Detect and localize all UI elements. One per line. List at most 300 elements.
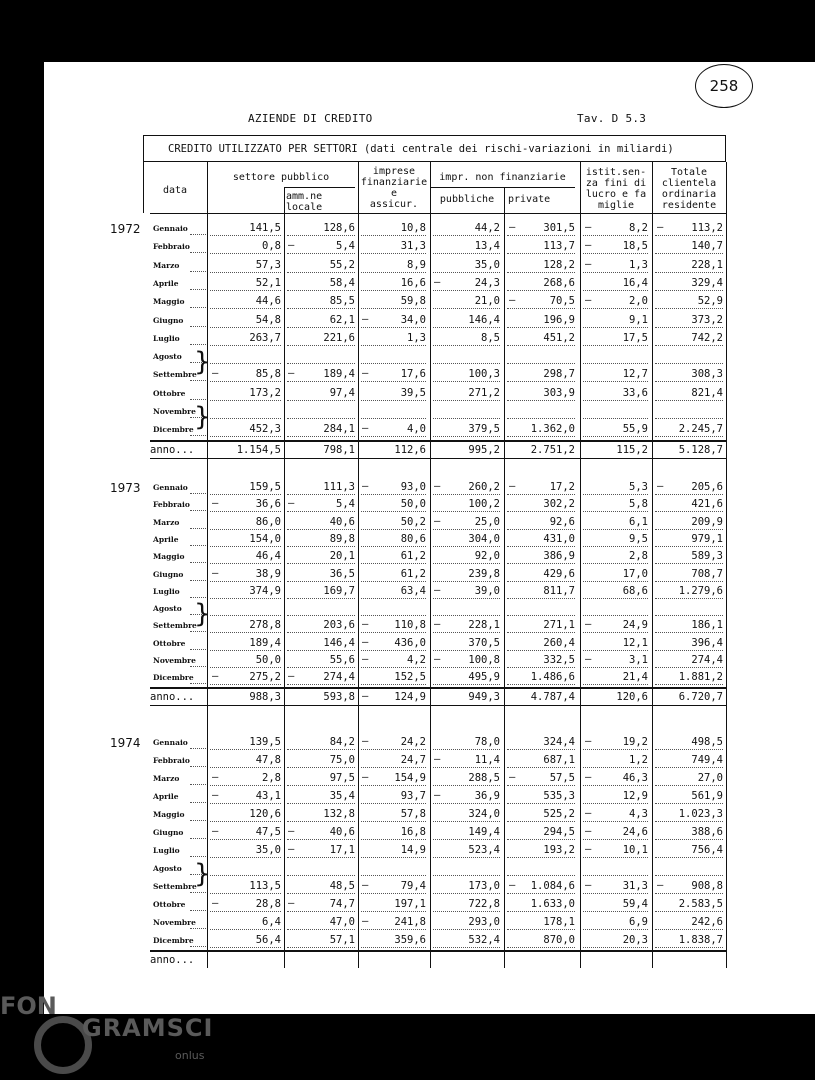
cell-dotline <box>287 875 355 876</box>
cell-dotline <box>507 308 575 309</box>
table-cell: 17,5 <box>622 331 648 344</box>
table-cell: 113,7 <box>543 240 575 253</box>
cell-dotline <box>210 632 281 633</box>
cell-dotline <box>583 546 648 547</box>
anno-cell: 5.128,7 <box>678 443 723 456</box>
table-cell: 93,0 <box>400 481 426 493</box>
cell-dotline <box>507 947 575 948</box>
table-cell: 1.486,6 <box>530 671 575 684</box>
minus-sign: – <box>434 618 441 631</box>
table-cell: 193,2 <box>543 844 575 856</box>
minus-sign: – <box>657 879 664 891</box>
table-cell: 47,0 <box>329 916 355 928</box>
cell-dotline <box>361 803 426 804</box>
table-cell: 284,1 <box>323 423 355 436</box>
table-cell: 271,1 <box>543 619 575 632</box>
table-cell: 431,0 <box>543 532 575 545</box>
table-cell: 113,5 <box>249 880 281 892</box>
cell-dotline <box>361 632 426 633</box>
anno-cell: 4.787,4 <box>530 690 575 703</box>
cell-dotline <box>361 327 426 328</box>
table-cell: 40,6 <box>329 826 355 838</box>
cell-dotline <box>210 821 281 822</box>
cell-dotline <box>210 235 281 236</box>
cell-dotline <box>655 272 723 273</box>
month-dots <box>190 748 206 749</box>
table-cell: 221,6 <box>323 331 355 344</box>
table-cell: 128,6 <box>323 222 355 234</box>
cell-dotline <box>507 857 575 858</box>
table-cell: 27,0 <box>697 772 723 784</box>
cell-dotline <box>655 400 723 401</box>
header-right: Tav. D 5.3 <box>577 112 647 125</box>
table-cell: 8,9 <box>407 258 426 271</box>
table-cell: 687,1 <box>543 754 575 766</box>
table-cell: 278,8 <box>249 619 281 632</box>
table-cell: 62,1 <box>329 313 355 326</box>
cell-dotline <box>655 785 723 786</box>
cell-dotline <box>361 667 426 668</box>
table-cell: 89,8 <box>329 532 355 545</box>
table-cell: 110,8 <box>394 619 426 632</box>
minus-sign: – <box>288 670 295 683</box>
month-dots <box>190 271 206 272</box>
month-label: Settembre <box>153 882 197 891</box>
minus-sign: – <box>585 257 592 270</box>
cell-dotline <box>361 418 426 419</box>
cell-dotline <box>583 632 648 633</box>
table-cell: 525,2 <box>543 808 575 820</box>
cell-dotline <box>210 684 281 685</box>
table-cell: 61,2 <box>400 567 426 580</box>
month-label: Agosto <box>153 352 182 362</box>
cell-dotline <box>583 785 648 786</box>
table-cell: 159,5 <box>249 481 281 493</box>
table-cell: 59,4 <box>622 898 648 910</box>
table-cell: 63,4 <box>400 584 426 597</box>
table-cell: 329,4 <box>691 276 723 289</box>
cell-dotline <box>655 290 723 291</box>
month-label: Maggio <box>153 552 185 562</box>
cell-dotline <box>655 529 723 530</box>
table-cell: 388,6 <box>691 826 723 838</box>
minus-sign: – <box>288 843 295 855</box>
cell-dotline <box>655 650 723 651</box>
minus-sign: – <box>362 618 369 631</box>
minus-sign: – <box>362 653 369 665</box>
table-cell: 31,3 <box>400 240 426 253</box>
month-dots <box>190 399 206 400</box>
settore-subline <box>284 187 355 188</box>
table-cell: 58,4 <box>329 276 355 289</box>
cell-dotline <box>583 929 648 930</box>
table-cell: 17,6 <box>400 368 426 381</box>
cell-dotline <box>655 929 723 930</box>
cell-dotline <box>583 839 648 840</box>
table-cell: 5,8 <box>629 498 648 511</box>
month-dots <box>190 562 206 563</box>
cell-dotline <box>433 947 500 948</box>
table-cell: 79,4 <box>400 880 426 892</box>
table-cell: 324,0 <box>468 808 500 820</box>
brace-agosto-settembre: } <box>194 347 211 378</box>
anno-cell: 949,3 <box>468 690 500 703</box>
table-cell: 173,2 <box>249 386 281 399</box>
table-cell: 55,9 <box>622 423 648 436</box>
cell-dotline <box>655 857 723 858</box>
cell-dotline <box>210 327 281 328</box>
col-assicur-header: assicur. <box>369 199 419 210</box>
cell-dotline <box>655 632 723 633</box>
minus-sign: – <box>585 843 592 855</box>
month-dots <box>190 838 206 839</box>
cell-dotline <box>210 749 281 750</box>
month-label: Luglio <box>153 333 180 343</box>
col-pubbliche-header: pubbliche <box>439 194 495 205</box>
month-label: Febbraio <box>153 242 190 252</box>
table-cell: 149,4 <box>468 826 500 838</box>
table-cell: 40,6 <box>329 515 355 528</box>
table-cell: 33,6 <box>622 386 648 399</box>
table-cell: 16,6 <box>400 276 426 289</box>
table-cell: 57,8 <box>400 808 426 820</box>
table-cell: 749,4 <box>691 754 723 766</box>
cell-dotline <box>655 911 723 912</box>
table-cell: 54,8 <box>255 313 281 326</box>
table-cell: 20,3 <box>622 934 648 946</box>
table-cell: 8,2 <box>629 222 648 234</box>
table-cell: 55,2 <box>329 258 355 271</box>
minus-sign: – <box>288 497 295 510</box>
col-totale-header-1: Totale <box>670 167 708 178</box>
table-cell: 359,6 <box>394 934 426 946</box>
cell-dotline <box>287 615 355 616</box>
cell-dotline <box>583 857 648 858</box>
table-cell: 5,4 <box>336 240 355 253</box>
table-cell: 80,6 <box>400 532 426 545</box>
month-label: Ottobre <box>153 388 186 398</box>
table-cell: 43,1 <box>255 790 281 802</box>
cell-dotline <box>507 546 575 547</box>
month-dots <box>190 631 206 632</box>
col-istit-header-4: miglie <box>597 200 635 211</box>
cell-dotline <box>583 381 648 382</box>
cell-dotline <box>433 381 500 382</box>
month-label: Settembre <box>153 621 197 631</box>
col-impr-non-fin-header: impr. non finanziarie <box>439 172 566 183</box>
table-cell: 47,8 <box>255 754 281 766</box>
anno-top-line <box>150 687 726 689</box>
col-istit-header-3: lucro e fa <box>585 189 647 200</box>
cell-dotline <box>655 684 723 685</box>
table-cell: 379,5 <box>468 423 500 436</box>
cell-dotline <box>433 893 500 894</box>
cell-dotline <box>655 381 723 382</box>
table-cell: 128,2 <box>543 258 575 271</box>
table-cell: 31,3 <box>622 880 648 892</box>
cell-dotline <box>287 546 355 547</box>
anno-cell: 593,8 <box>323 690 355 703</box>
month-label: Dicembre <box>153 936 194 945</box>
cell-dotline <box>583 494 648 495</box>
cell-dotline <box>433 839 500 840</box>
cell-dotline <box>507 381 575 382</box>
table-cell: 535,3 <box>543 790 575 802</box>
table-cell: 97,4 <box>329 386 355 399</box>
table-right-border <box>726 162 727 968</box>
cell-dotline <box>433 400 500 401</box>
cell-dotline <box>210 418 281 419</box>
table-cell: 36,6 <box>255 498 281 511</box>
table-cell: 396,4 <box>691 636 723 649</box>
month-label: Novembre <box>153 656 196 665</box>
watermark-gramsci: GRAMSCI <box>82 1014 214 1042</box>
cell-dotline <box>210 381 281 382</box>
cell-dotline <box>507 749 575 750</box>
cell-dotline <box>433 785 500 786</box>
table-cell: 205,6 <box>691 481 723 493</box>
minus-sign: – <box>585 239 592 252</box>
table-cell: 152,5 <box>394 671 426 684</box>
anno-top-line <box>150 950 726 952</box>
cell-dotline <box>433 253 500 254</box>
month-dots <box>190 928 206 929</box>
cell-dotline <box>507 363 575 364</box>
anno-cell: 120,6 <box>616 690 648 703</box>
cell-dotline <box>361 381 426 382</box>
month-label: Maggio <box>153 297 185 307</box>
table-cell: 274,4 <box>323 671 355 684</box>
minus-sign: – <box>362 879 369 891</box>
cell-dotline <box>433 667 500 668</box>
month-dots <box>190 666 206 667</box>
cell-dotline <box>507 598 575 599</box>
cell-dotline <box>433 563 500 564</box>
cell-dotline <box>361 857 426 858</box>
table-cell: 14,9 <box>400 844 426 856</box>
cell-dotline <box>507 511 575 512</box>
minus-sign: – <box>585 879 592 891</box>
table-cell: 228,1 <box>691 258 723 271</box>
cell-dotline <box>210 785 281 786</box>
table-cell: 44,2 <box>474 222 500 234</box>
table-cell: 61,2 <box>400 550 426 563</box>
month-dots <box>190 510 206 511</box>
table-cell: 189,4 <box>249 636 281 649</box>
table-cell: 36,9 <box>474 790 500 802</box>
cell-dotline <box>433 529 500 530</box>
table-cell: 16,8 <box>400 826 426 838</box>
page-number-stamp: 258 <box>695 64 753 108</box>
cell-dotline <box>210 308 281 309</box>
cell-dotline <box>655 821 723 822</box>
anno-cell: 124,9 <box>394 690 426 703</box>
cell-dotline <box>210 857 281 858</box>
anno-cell: 6.720,7 <box>678 690 723 703</box>
cell-dotline <box>361 400 426 401</box>
cell-dotline <box>583 327 648 328</box>
table-cell: 2.245,7 <box>678 423 723 436</box>
table-cell: 35,4 <box>329 790 355 802</box>
table-cell: 34,0 <box>400 313 426 326</box>
cell-dotline <box>507 667 575 668</box>
table-cell: 1.023,3 <box>678 808 723 820</box>
anno-cell: 112,6 <box>394 443 426 456</box>
cell-dotline <box>433 418 500 419</box>
cell-dotline <box>361 598 426 599</box>
brace-agosto-settembre: } <box>194 599 211 630</box>
cell-dotline <box>507 803 575 804</box>
month-label: Giugno <box>153 315 184 325</box>
minus-sign: – <box>509 480 516 492</box>
table-cell: 260,4 <box>543 636 575 649</box>
month-label: Marzo <box>153 774 180 783</box>
cell-dotline <box>210 667 281 668</box>
watermark-onlus: onlus <box>175 1049 205 1062</box>
cell-dotline <box>210 767 281 768</box>
cell-dotline <box>655 839 723 840</box>
cell-dotline <box>210 598 281 599</box>
table-cell: 16,4 <box>622 276 648 289</box>
header-left: AZIENDE DI CREDITO <box>248 112 373 125</box>
cell-dotline <box>361 253 426 254</box>
table-cell: 86,0 <box>255 515 281 528</box>
cell-dotline <box>287 803 355 804</box>
month-dots <box>190 802 206 803</box>
minus-sign: – <box>362 367 369 380</box>
table-cell: 452,3 <box>249 423 281 436</box>
table-cell: 141,5 <box>249 222 281 234</box>
cell-dotline <box>583 511 648 512</box>
anno-cell: 2.751,2 <box>530 443 575 456</box>
table-cell: 169,7 <box>323 584 355 597</box>
table-cell: 24,6 <box>622 826 648 838</box>
month-dots <box>190 892 206 893</box>
table-cell: 5,4 <box>336 498 355 511</box>
cell-dotline <box>287 436 355 437</box>
cell-dotline <box>507 929 575 930</box>
cell-dotline <box>583 418 648 419</box>
table-cell: 10,1 <box>622 844 648 856</box>
table-cell: 1.084,6 <box>530 880 575 892</box>
table-cell: 21,0 <box>474 295 500 308</box>
month-label: Gennaio <box>153 224 188 233</box>
cell-dotline <box>210 615 281 616</box>
table-cell: 436,0 <box>394 636 426 649</box>
cell-dotline <box>210 511 281 512</box>
cell-dotline <box>210 947 281 948</box>
cell-dotline <box>433 803 500 804</box>
month-label: Settembre <box>153 370 197 380</box>
table-cell: 498,5 <box>691 736 723 748</box>
cell-dotline <box>361 546 426 547</box>
cell-dotline <box>210 893 281 894</box>
month-label: Aprile <box>153 278 179 288</box>
cell-dotline <box>287 821 355 822</box>
cell-dotline <box>507 563 575 564</box>
cell-dotline <box>433 767 500 768</box>
cell-dotline <box>507 327 575 328</box>
table-cell: 429,6 <box>543 567 575 580</box>
cell-dotline <box>507 632 575 633</box>
table-cell: 92,6 <box>549 515 575 528</box>
cell-dotline <box>287 511 355 512</box>
cell-dotline <box>655 598 723 599</box>
table-cell: 1,2 <box>629 754 648 766</box>
minus-sign: – <box>509 879 516 891</box>
cell-dotline <box>210 529 281 530</box>
year-label-1972: 1972 <box>110 222 141 236</box>
cell-dotline <box>361 929 426 930</box>
cell-dotline <box>433 511 500 512</box>
table-cell: 811,7 <box>543 584 575 597</box>
cell-dotline <box>361 272 426 273</box>
table-cell: 52,9 <box>697 295 723 308</box>
cell-dotline <box>361 821 426 822</box>
cell-dotline <box>583 947 648 948</box>
cell-dotline <box>210 911 281 912</box>
table-cell: 722,8 <box>468 898 500 910</box>
cell-dotline <box>583 290 648 291</box>
minus-sign: – <box>434 789 441 801</box>
month-dots <box>190 380 206 381</box>
table-cell: 708,7 <box>691 567 723 580</box>
minus-sign: – <box>212 771 219 783</box>
month-dots <box>190 910 206 911</box>
table-cell: 97,5 <box>329 772 355 784</box>
table-cell: 386,9 <box>543 550 575 563</box>
cell-dotline <box>655 345 723 346</box>
cell-dotline <box>507 767 575 768</box>
month-dots <box>190 493 206 494</box>
cell-dotline <box>507 839 575 840</box>
table-cell: 908,8 <box>691 880 723 892</box>
cell-dotline <box>507 875 575 876</box>
table-cell: 756,4 <box>691 844 723 856</box>
table-cell: 495,9 <box>468 671 500 684</box>
cell-dotline <box>361 563 426 564</box>
table-cell: 154,0 <box>249 532 281 545</box>
table-cell: 186,1 <box>691 619 723 632</box>
anno-label: anno... <box>150 954 195 966</box>
cell-dotline <box>655 667 723 668</box>
table-cell: 0,8 <box>262 240 281 253</box>
table-cell: 275,2 <box>249 671 281 684</box>
cell-dotline <box>287 290 355 291</box>
table-cell: 57,1 <box>329 934 355 946</box>
cell-dotline <box>287 749 355 750</box>
table-cell: 374,9 <box>249 584 281 597</box>
table-cell: 304,0 <box>468 532 500 545</box>
cell-dotline <box>655 893 723 894</box>
cell-dotline <box>361 511 426 512</box>
month-label: Luglio <box>153 586 180 596</box>
table-cell: 298,7 <box>543 368 575 381</box>
month-dots <box>190 820 206 821</box>
col-imprese-header: imprese <box>372 166 416 177</box>
minus-sign: – <box>509 771 516 783</box>
cell-dotline <box>507 235 575 236</box>
table-cell: 146,4 <box>323 636 355 649</box>
anno-cell: 1.154,5 <box>236 443 281 456</box>
cell-dotline <box>287 785 355 786</box>
month-label: Gennaio <box>153 738 188 747</box>
table-cell: 268,6 <box>543 276 575 289</box>
cell-dotline <box>287 253 355 254</box>
cell-dotline <box>507 418 575 419</box>
month-label: Dicembre <box>153 425 194 435</box>
cell-dotline <box>507 436 575 437</box>
